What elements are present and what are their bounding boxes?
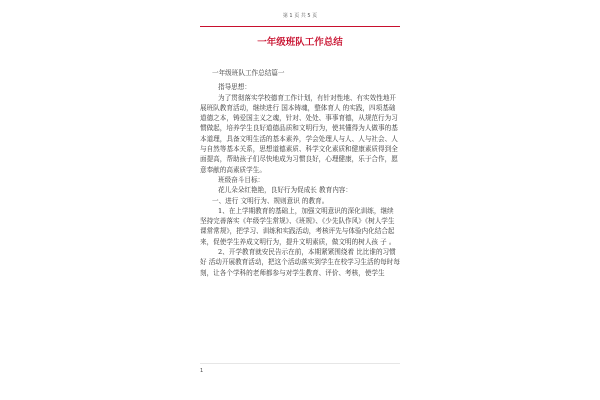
- document-body: [200, 68, 400, 278]
- section1-heading: 一、进行 文明行为、规则意识 的教育。: [212, 196, 329, 205]
- page-header: 第 1 页 共 5 页: [282, 13, 318, 19]
- salutation: 指导思想：: [218, 83, 251, 92]
- page-number: 1: [200, 368, 204, 374]
- document-title: 一年级班队工作总结: [257, 37, 343, 48]
- list-item-2: 2、开学教育就安民告示在前，本期紧紧围绕着 比比谁的习惯好 活动开展教育活动，把这个活动落实到学生在校学习生活的每时每刻，让各个学科的老师都参与对学生教育、评价、考核，使学生: [200, 248, 400, 277]
- footer-divider: [200, 363, 400, 364]
- goal-heading: 班级奋斗目标：: [218, 175, 265, 184]
- section-subtitle: 一年级班队工作总结篇一: [212, 69, 285, 77]
- goal-text: 花儿朵朵红艳艳，良好行为促成长 教育内容：: [218, 186, 352, 195]
- list-item-1: 1、在上学期教育的基础上，加强文明意识的深化训练，继续坚持完善落实《年级学生常规》、《班规》、《少先队作风》《树人学生课常常规》，把学习、训练和实践活动，考核评先与体验内化结合起来，促使学生养成文明行为，提升文明素质，做文明的树人孩 子 。: [200, 206, 396, 246]
- header-divider: [200, 26, 400, 27]
- paragraph-guiding-thought: 为了贯彻落实学校德育工作计划，有针对性地、有实效性地开展班队教育活动，继续进行 国本铸魂，整体育人 的实践，四项基础道德之本，铸爱国主义之魂，针对、处处、事事育德，从规范行为习惯做起，培养学生良好道德品质和文明行为，使其懂得为人做事的基本道理，具备文明生活的基本素养，学会处理人与人、人与社会、人与自然等基本关系，思想道德素质、科学文化素质和健康素质得到全面提高，帮助孩子们尽快地成为习惯良好，心理健康，乐于合作，愿意奉献的高素质学生。: [200, 93, 398, 174]
